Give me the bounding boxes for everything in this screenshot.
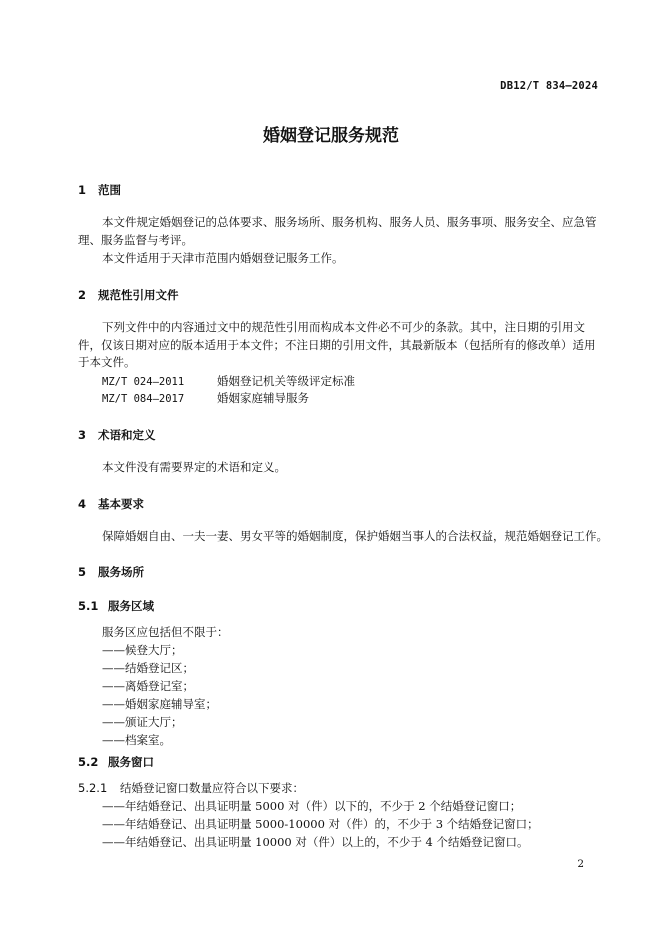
- section-1-paragraph-1: 本文件规定婚姻登记的总体要求、服务场所、服务机构、服务人员、服务事项、服务安全、应急管理、服务监督与考评。: [78, 215, 597, 247]
- clause-text: 结婚登记窗口数量应符合以下要求：: [120, 781, 304, 795]
- reference-name: 婚姻登记机关等级评定标准: [217, 374, 355, 388]
- list-item: ——年结婚登记、出具证明量 10000 对（件）以上的，不少于 4 个结婚登记窗口。: [102, 835, 529, 849]
- section-title: 规范性引用文件: [98, 288, 179, 302]
- list-item: ——年结婚登记、出具证明量 5000-10000 对（件）的，不少于 3 个结婚登记窗口；: [102, 817, 539, 831]
- section-number: 5.2: [78, 755, 99, 769]
- document-code: DB12/T 834—2024: [500, 80, 598, 92]
- list-item: ——结婚登记区；: [102, 661, 194, 675]
- list-item: ——年结婚登记、出具证明量 5000 对（件）以下的，不少于 2 个结婚登记窗口；: [102, 799, 522, 813]
- list-item: ——档案室。: [102, 733, 171, 747]
- section-title: 服务区域: [108, 599, 154, 613]
- section-1-heading: [78, 182, 121, 198]
- clause-5-2-1: [78, 780, 304, 796]
- reference-item: [102, 373, 355, 389]
- section-title: 服务窗口: [108, 755, 154, 769]
- list-item: ——颁证大厅；: [102, 715, 183, 729]
- section-3-heading: [78, 427, 156, 443]
- list-item: ——离婚登记室；: [102, 679, 194, 693]
- section-number: 5.1: [78, 599, 99, 613]
- page-number: 2: [577, 858, 584, 870]
- section-4-heading: [78, 496, 144, 512]
- document-title: 婚姻登记服务规范: [263, 126, 399, 146]
- section-number: 2: [78, 288, 87, 302]
- section-5-2-heading: [78, 754, 154, 770]
- section-title: 范围: [98, 183, 121, 197]
- reference-item: [102, 390, 309, 406]
- section-4-paragraph-1: 保障婚姻自由、一夫一妻、男女平等的婚姻制度，保护婚姻当事人的合法权益，规范婚姻登记工作。: [102, 529, 608, 543]
- section-number: 5: [78, 565, 87, 579]
- list-intro: 服务区应包括但不限于：: [102, 625, 229, 639]
- section-1-paragraph-2: 本文件适用于天津市范围内婚姻登记服务工作。: [102, 251, 344, 265]
- section-2-paragraph-1: 下列文件中的内容通过文中的规范性引用而构成本文件必不可少的条款。其中，注日期的引用文件，仅该日期对应的版本适用于本文件；不注日期的引用文件，其最新版本（包括所有的修改单）适用于本文件。: [78, 320, 596, 369]
- section-2-heading: [78, 287, 179, 303]
- section-number: 4: [78, 497, 87, 511]
- section-number: 1: [78, 183, 87, 197]
- section-title: 基本要求: [98, 497, 144, 511]
- section-number: 3: [78, 428, 87, 442]
- section-title: 术语和定义: [98, 428, 156, 442]
- reference-code: MZ/T 084—2017: [102, 393, 185, 405]
- section-5-1-heading: [78, 598, 154, 614]
- clause-number: 5.2.1: [78, 781, 108, 795]
- section-title: 服务场所: [98, 565, 144, 579]
- section-3-paragraph-1: 本文件没有需要界定的术语和定义。: [102, 460, 286, 474]
- reference-name: 婚姻家庭辅导服务: [217, 391, 309, 405]
- reference-code: MZ/T 024—2011: [102, 376, 185, 388]
- list-item: ——候登大厅；: [102, 643, 183, 657]
- section-5-heading: [78, 564, 144, 580]
- list-item: ——婚姻家庭辅导室；: [102, 697, 217, 711]
